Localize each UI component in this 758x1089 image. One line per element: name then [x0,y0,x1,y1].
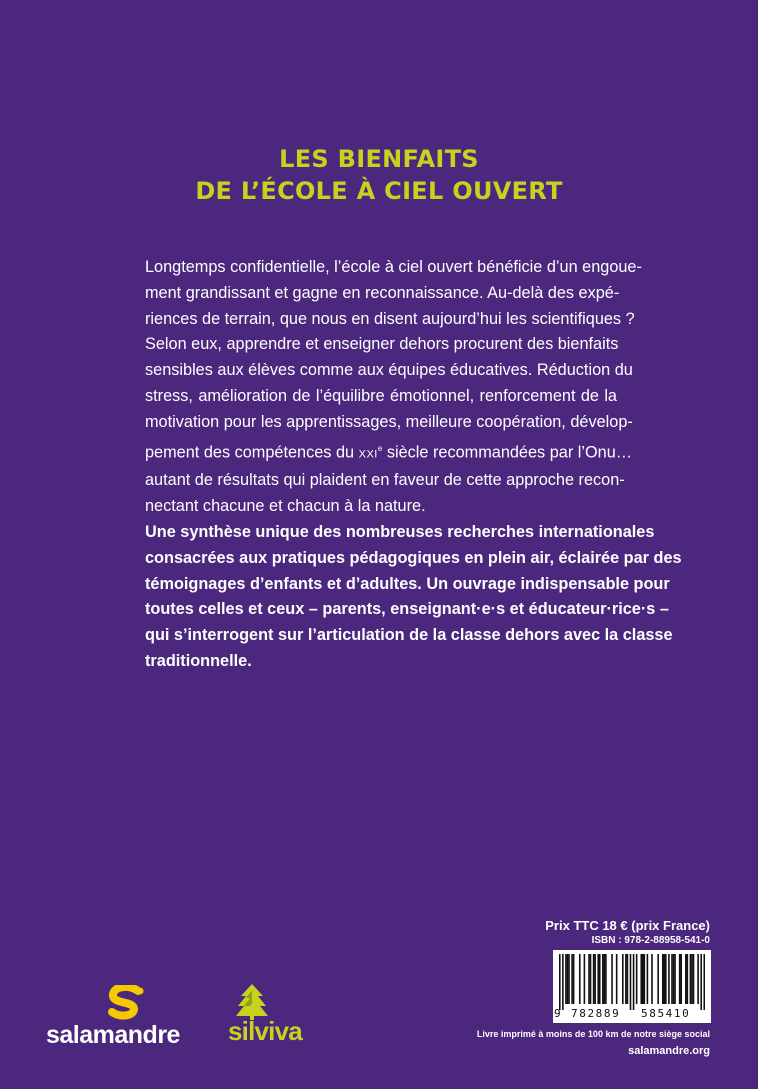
summary-paragraph [145,520,682,675]
para2-line: témoignages d’enfants et d’adultes. Un ouvrage indispensable pour [145,574,670,593]
barcode-bar [599,954,601,1004]
barcode-bar [630,954,632,1010]
para1-line: nectant chacune et chacun à la nature. [145,496,426,515]
barcode-bar [700,954,702,1010]
printing-note: Livre imprimé à moins de 100 km de notre siège social [476,1029,710,1039]
para1-line: Selon eux, apprendre et enseigner dehors procurent des bienfaits [145,335,619,354]
website-link[interactable]: salamandre.org [628,1045,710,1057]
para1-line: sensibles aux élèves comme aux équipes éducatives. Réduction du [145,361,633,380]
para1-line: autant de résultats qui plaident en faveur de cette approche recon- [145,470,625,489]
barcode-bar [593,954,595,1004]
barcode-bar [664,954,666,1004]
para1-line: ment grandissant et gagne en reconnaissance. Au-delà des expé- [145,283,620,302]
barcode-bars [559,954,705,1010]
para1-line: Longtemps confidentielle, l’école à ciel ouvert bénéficie d’un engoue- [145,258,642,276]
barcode-digits [553,1007,711,1023]
barcode-bar [605,954,607,1004]
barcode-bar [691,954,693,1004]
barcode-bar [590,954,592,1004]
barcode-bar [703,954,705,1010]
barcode-bar [573,954,575,1004]
para1-line: riences de terrain, que nous en disent aujourd’hui les scientifiques ? [145,309,635,328]
barcode-bar [685,954,687,1004]
barcode-bar [680,954,682,1004]
barcode-bar [627,954,629,1004]
salamandre-s-icon [104,985,148,1023]
barcode-bar [668,954,670,1004]
barcode-digit-first: 9 [554,1007,561,1020]
barcode-bar [604,954,606,1004]
barcode-bar [687,954,689,1004]
barcode-bar [665,954,667,1004]
barcode-bar [594,954,596,1004]
salamandre-logo [46,985,206,1047]
barcode-bar [657,954,659,1004]
barcode-bar [651,954,653,1004]
para2-line: traditionnelle. [145,651,252,670]
barcode-bar [636,954,638,1004]
para2-line: consacrées aux pratiques pédagogiques en plein air, éclairée par des [145,548,682,567]
barcode-bar [673,954,675,1004]
para1-text: pement des compétences du [145,443,359,461]
para1-text: siècle recommandées par l’Onu… [382,443,633,461]
title-line-2: DE L’ÉCOLE À CIEL OUVERT [195,177,563,205]
barcode-digits-right: 585410 [641,1007,691,1020]
book-title [0,143,758,207]
barcode-bar [597,954,599,1004]
barcode-bar [647,954,649,1004]
isbn-label: ISBN : 978-2-88958-541-0 [591,935,710,946]
barcode-bar [633,954,635,1010]
barcode [553,950,711,1023]
barcode-bar [588,954,590,1004]
description-paragraph [145,255,642,519]
barcode-bar [697,954,699,1004]
para2-line: toutes celles et ceux – parents, enseignant·e·s et éducateur·rice·s – [145,600,669,619]
barcode-bar [642,954,644,1004]
para1-line: stress, amélioration de l’équilibre émotionnel, renforcement de la [145,386,617,405]
barcode-bar [640,954,642,1004]
para2-line: qui s’interrogent sur l’articulation de la classe dehors avec la classe [145,626,673,645]
barcode-bar [567,954,569,1004]
barcode-bar [616,954,618,1004]
barcode-bar [662,954,664,1004]
para2-line: Une synthèse unique des nombreuses recherches internationales [145,523,655,541]
barcode-bar [679,954,681,1004]
barcode-bar [693,954,695,1004]
barcode-bar [584,954,586,1004]
barcode-bar [611,954,613,1004]
barcode-bar [622,954,624,1004]
barcode-bar [571,954,573,1004]
barcode-bar [559,954,561,1010]
barcode-bar [579,954,581,1004]
barcode-bar [602,954,604,1004]
century-suffix: e [377,443,383,453]
century-numeral: XXI [358,448,378,460]
barcode-digits-left: 782889 [571,1007,621,1020]
barcode-bar [690,954,692,1004]
barcode-bar [568,954,570,1004]
barcode-bar [565,954,567,1004]
para1-line: motivation pour les apprentissages, meilleure coopération, dévelop- [145,412,633,431]
barcode-bar [674,954,676,1004]
price-label: Prix TTC 18 € (prix France) [545,918,710,933]
barcode-bar [644,954,646,1004]
title-line-1: LES BIENFAITS [279,145,479,173]
para1-line [145,436,633,468]
salamandre-wordmark: salamandre [46,1021,180,1049]
silviva-wordmark: silviva [228,1016,302,1046]
barcode-bar [671,954,673,1004]
barcode-bar [562,954,564,1010]
silviva-logo [228,982,310,1048]
barcode-bar [625,954,627,1004]
